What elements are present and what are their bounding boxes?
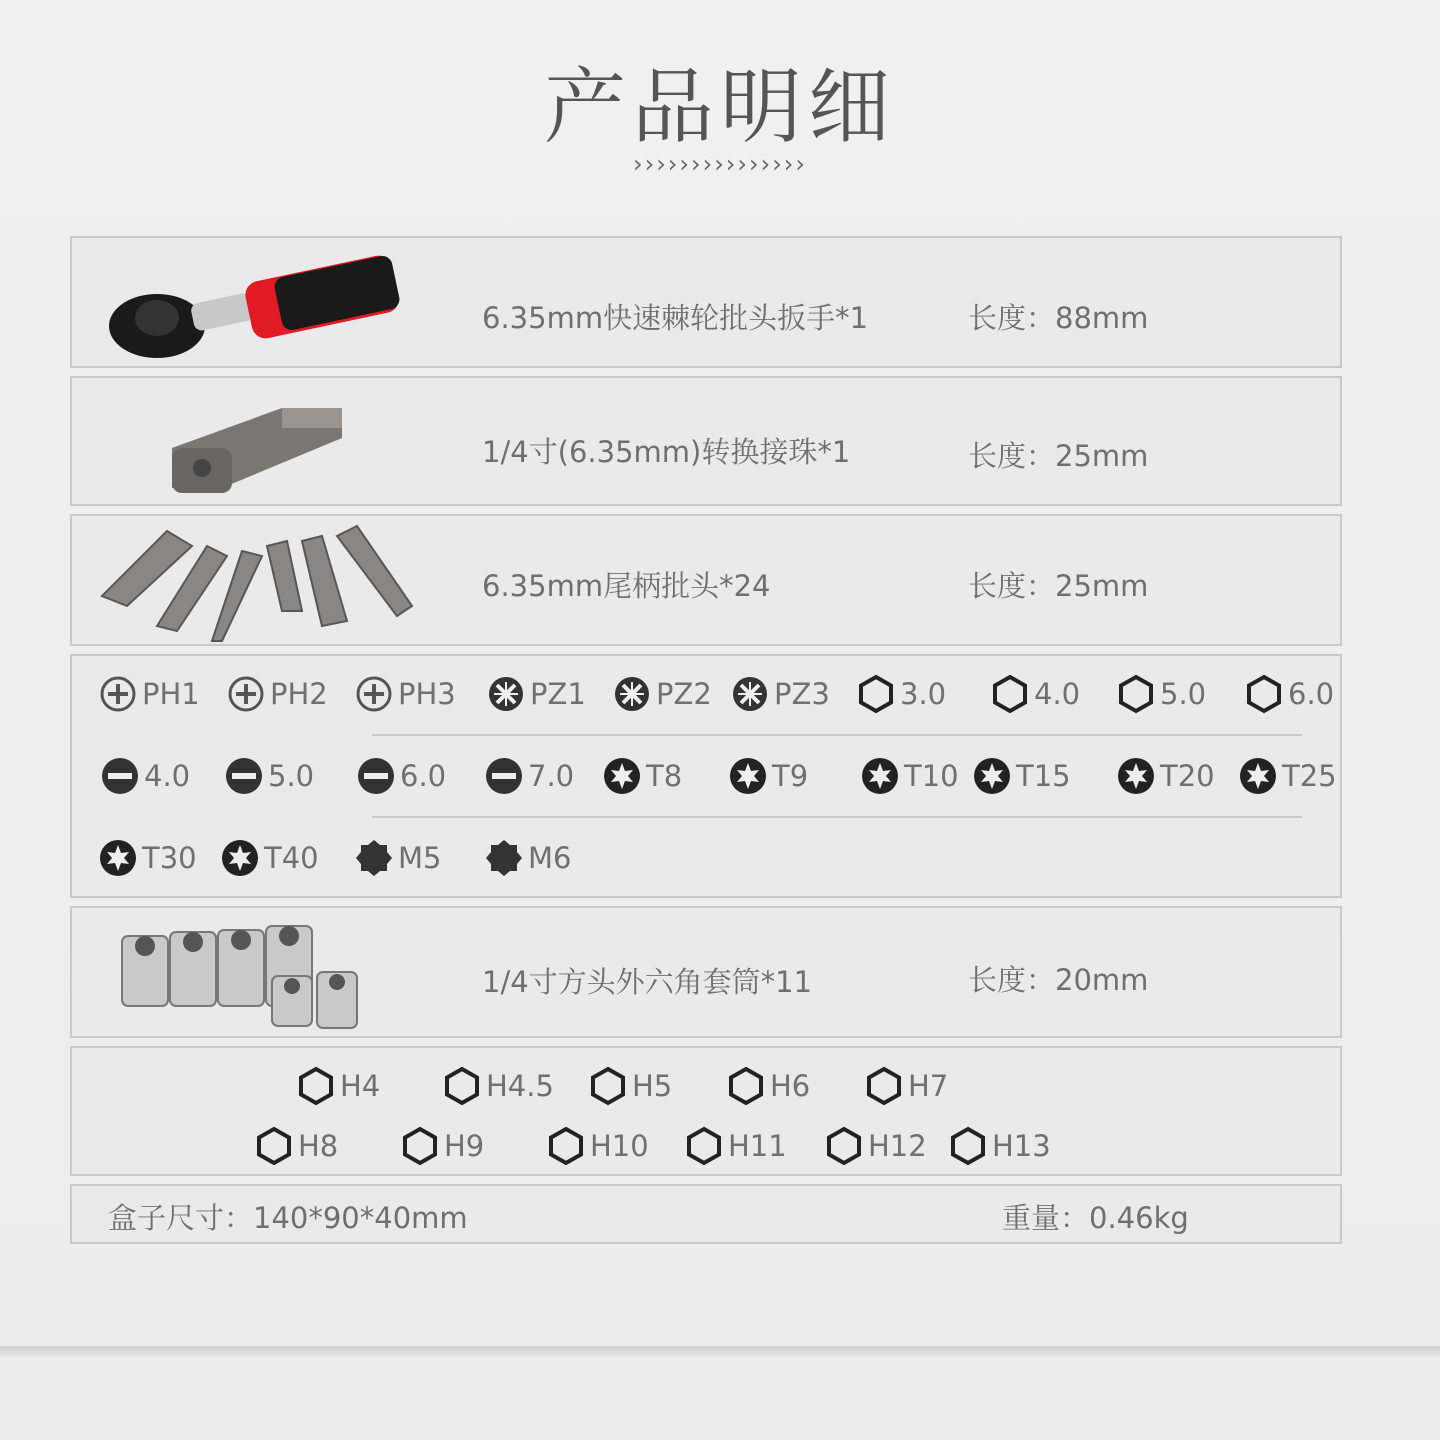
bit-item [972,756,1071,796]
socket-label: H8 [298,1129,339,1163]
product-row-sockets [70,906,1342,1038]
bit-label: PZ1 [530,677,586,711]
bit-label: PZ2 [656,677,712,711]
bit-label: T40 [264,841,319,875]
socket-item [824,1126,927,1166]
bit-item [1244,674,1334,714]
slotted-icon [356,756,400,796]
torx-icon [972,756,1016,796]
bit-label: M6 [528,841,572,875]
hex-icon [684,1126,728,1166]
bit-label: T20 [1160,759,1215,793]
product-row-adapter [70,376,1342,506]
product-length: 长度：88mm [968,301,1149,335]
socket-label: H13 [992,1129,1051,1163]
footer-row [70,1184,1342,1244]
socket-item [296,1066,380,1106]
bit-label: 4.0 [1034,677,1081,711]
bit-label: PZ3 [774,677,830,711]
socket-item [726,1066,810,1106]
bit-label: 7.0 [528,759,575,793]
page-title: 产品明细 [543,60,896,155]
product-label: 1/4寸方头外六角套筒*11 [482,965,813,999]
socket-item [442,1066,554,1106]
bit-label: PH2 [270,677,328,711]
bit-label: T15 [1016,759,1071,793]
product-label: 6.35mm尾柄批头*24 [482,569,771,603]
bit-item [220,838,319,878]
product-label: 1/4寸(6.35mm)转换接珠*1 [482,435,851,469]
socket-label: H9 [444,1129,485,1163]
bit-label: 5.0 [268,759,315,793]
socket-label: H11 [728,1129,787,1163]
hex-icon [856,674,900,714]
bit-label: T9 [772,759,809,793]
hex-icon [948,1126,992,1166]
socket-label: H4.5 [486,1069,554,1103]
adapter-image [162,388,352,498]
bit-item [856,674,946,714]
torx-icon [602,756,646,796]
bit-item [354,674,456,714]
torx-icon [98,838,142,878]
socket-label: H6 [770,1069,811,1103]
bit-label: 5.0 [1160,677,1207,711]
hex-icon [546,1126,590,1166]
bit-item [1116,756,1215,796]
socket-item [588,1066,672,1106]
torx-icon [728,756,772,796]
pozidriv-icon [730,674,774,714]
hex-icon [824,1126,868,1166]
socket-label: H4 [340,1069,381,1103]
bit-item [990,674,1080,714]
divider [372,816,1302,818]
hex-icon [254,1126,298,1166]
hex-icon [1116,674,1160,714]
hex-icon [442,1066,486,1106]
slotted-icon [100,756,144,796]
bit-label: T8 [646,759,683,793]
hex-icon [1244,674,1288,714]
torx-icon [1238,756,1282,796]
hex-icon [296,1066,340,1106]
bottom-shadow [0,1346,1440,1360]
bit-item [224,756,314,796]
socket-item [546,1126,649,1166]
slotted-icon [224,756,268,796]
torx-icon [220,838,264,878]
bit-item [226,674,328,714]
ratchet-wrench-image [102,246,422,361]
socket-label: H5 [632,1069,673,1103]
bit-item [730,674,830,714]
pozidriv-icon [612,674,656,714]
divider [372,734,1302,736]
hex-icon [400,1126,444,1166]
bit-label: T10 [904,759,959,793]
hex-icon [588,1066,632,1106]
bit-label: T25 [1282,759,1337,793]
phillips-icon [98,674,142,714]
socket-item [864,1066,948,1106]
bit-label: 6.0 [1288,677,1335,711]
bit-item [860,756,959,796]
bits-image [97,521,417,643]
box-size: 盒子尺寸：140*90*40mm [108,1201,468,1235]
torx-icon [1116,756,1160,796]
weight: 重量：0.46kg [1002,1201,1189,1235]
bit-item [100,756,190,796]
bit-item [354,838,441,878]
pozidriv-icon [486,674,530,714]
product-row-ratchet [70,236,1342,368]
bit-label: T30 [142,841,197,875]
bit-item [98,838,197,878]
bit-item [484,756,574,796]
bit-label: M5 [398,841,442,875]
bit-label: 3.0 [900,677,947,711]
spline-icon [354,838,398,878]
product-row-bits [70,514,1342,646]
socket-list [70,1046,1342,1176]
bit-label: 6.0 [400,759,447,793]
sockets-image [117,916,387,1034]
product-label: 6.35mm快速棘轮批头扳手*1 [482,301,869,335]
socket-label: H10 [590,1129,649,1163]
bit-list [70,654,1342,898]
bit-item [728,756,808,796]
product-length: 长度：20mm [968,963,1149,997]
hex-icon [726,1066,770,1106]
torx-icon [860,756,904,796]
bit-item [486,674,586,714]
bit-item [1116,674,1206,714]
bit-item [1238,756,1337,796]
bit-item [484,838,571,878]
hex-icon [990,674,1034,714]
product-length: 长度：25mm [968,439,1149,473]
product-length: 长度：25mm [968,569,1149,603]
bit-label: PH1 [142,677,200,711]
bit-item [612,674,712,714]
chevron-divider: ››››››››››››››› [633,150,807,178]
bit-item [602,756,682,796]
socket-item [254,1126,338,1166]
bit-item [356,756,446,796]
socket-item [948,1126,1051,1166]
bit-label: 4.0 [144,759,191,793]
socket-label: H12 [868,1129,927,1163]
hex-icon [864,1066,908,1106]
slotted-icon [484,756,528,796]
phillips-icon [226,674,270,714]
socket-label: H7 [908,1069,949,1103]
socket-item [400,1126,484,1166]
bit-item [98,674,200,714]
socket-item [684,1126,787,1166]
bit-label: PH3 [398,677,456,711]
phillips-icon [354,674,398,714]
spline-icon [484,838,528,878]
